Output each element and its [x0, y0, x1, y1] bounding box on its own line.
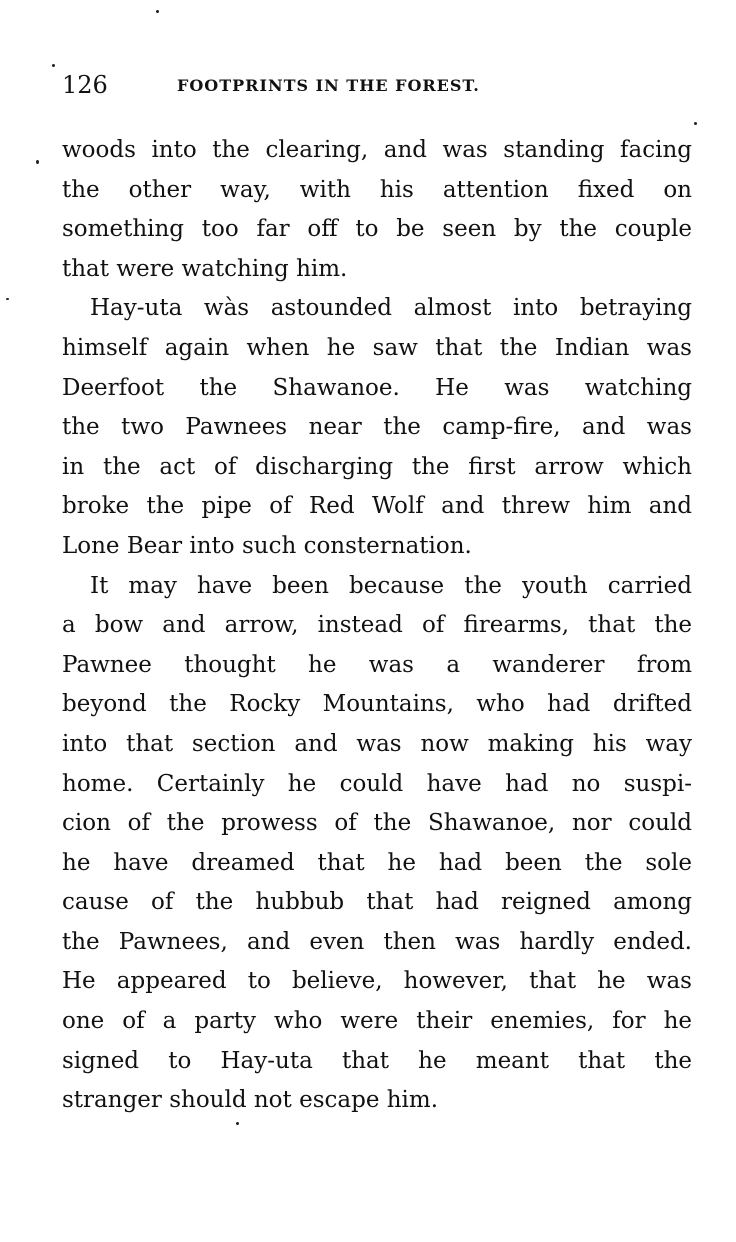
running-head: FOOTPRINTS IN THE FOREST.: [177, 76, 480, 95]
text-line: one of a party who were their enemies, for he: [62, 1008, 692, 1035]
text-line: the Pawnees, and even then was hardly ended.: [62, 928, 692, 955]
text-line: into that section and was now making his way: [62, 730, 692, 757]
text-line: Hay-uta wàs astounded almost into betraying: [90, 295, 692, 322]
text-line: cion of the prowess of the Shawanoe, nor could: [62, 810, 692, 837]
text-line: that were watching him.: [62, 255, 348, 282]
text-line: beyond the Rocky Mountains, who had drifted: [62, 691, 692, 718]
text-line: cause of the hubbub that had reigned among: [62, 889, 692, 916]
text-line: broke the pipe of Red Wolf and threw him and: [62, 493, 692, 520]
scan-speck: [236, 1122, 239, 1125]
text-line: the other way, with his attention fixed on: [62, 176, 692, 203]
text-line: himself again when he saw that the Indian was: [62, 334, 692, 361]
text-line: Deerfoot the Shawanoe. He was watching: [62, 374, 692, 401]
text-line: signed to Hay-uta that he meant that the: [62, 1047, 692, 1074]
scan-speck: [156, 10, 159, 13]
text-line: he have dreamed that he had been the sole: [62, 849, 692, 876]
text-line: a bow and arrow, instead of firearms, that the: [62, 612, 692, 639]
text-line: in the act of discharging the first arrow which: [62, 453, 692, 480]
text-line: It may have been because the youth carried: [90, 572, 692, 599]
body-text: [62, 131, 692, 1121]
page-number: 126: [62, 71, 108, 99]
text-line: something too far off to be seen by the couple: [62, 216, 692, 243]
text-line: the two Pawnees near the camp-fire, and was: [62, 414, 692, 441]
text-line: woods into the clearing, and was standing facing: [62, 137, 692, 163]
scan-speck: [36, 160, 39, 164]
scan-speck: [694, 122, 697, 125]
text-line: home. Certainly he could have had no suspi-: [62, 770, 692, 797]
scan-speck: [52, 64, 55, 67]
text-line: Pawnee thought he was a wanderer from: [62, 651, 692, 678]
text-line: He appeared to believe, however, that he was: [62, 968, 692, 995]
text-line: Lone Bear into such consternation.: [62, 532, 472, 559]
page-header: [62, 70, 692, 106]
text-line: stranger should not escape him.: [62, 1087, 439, 1114]
scan-speck: [6, 298, 9, 300]
